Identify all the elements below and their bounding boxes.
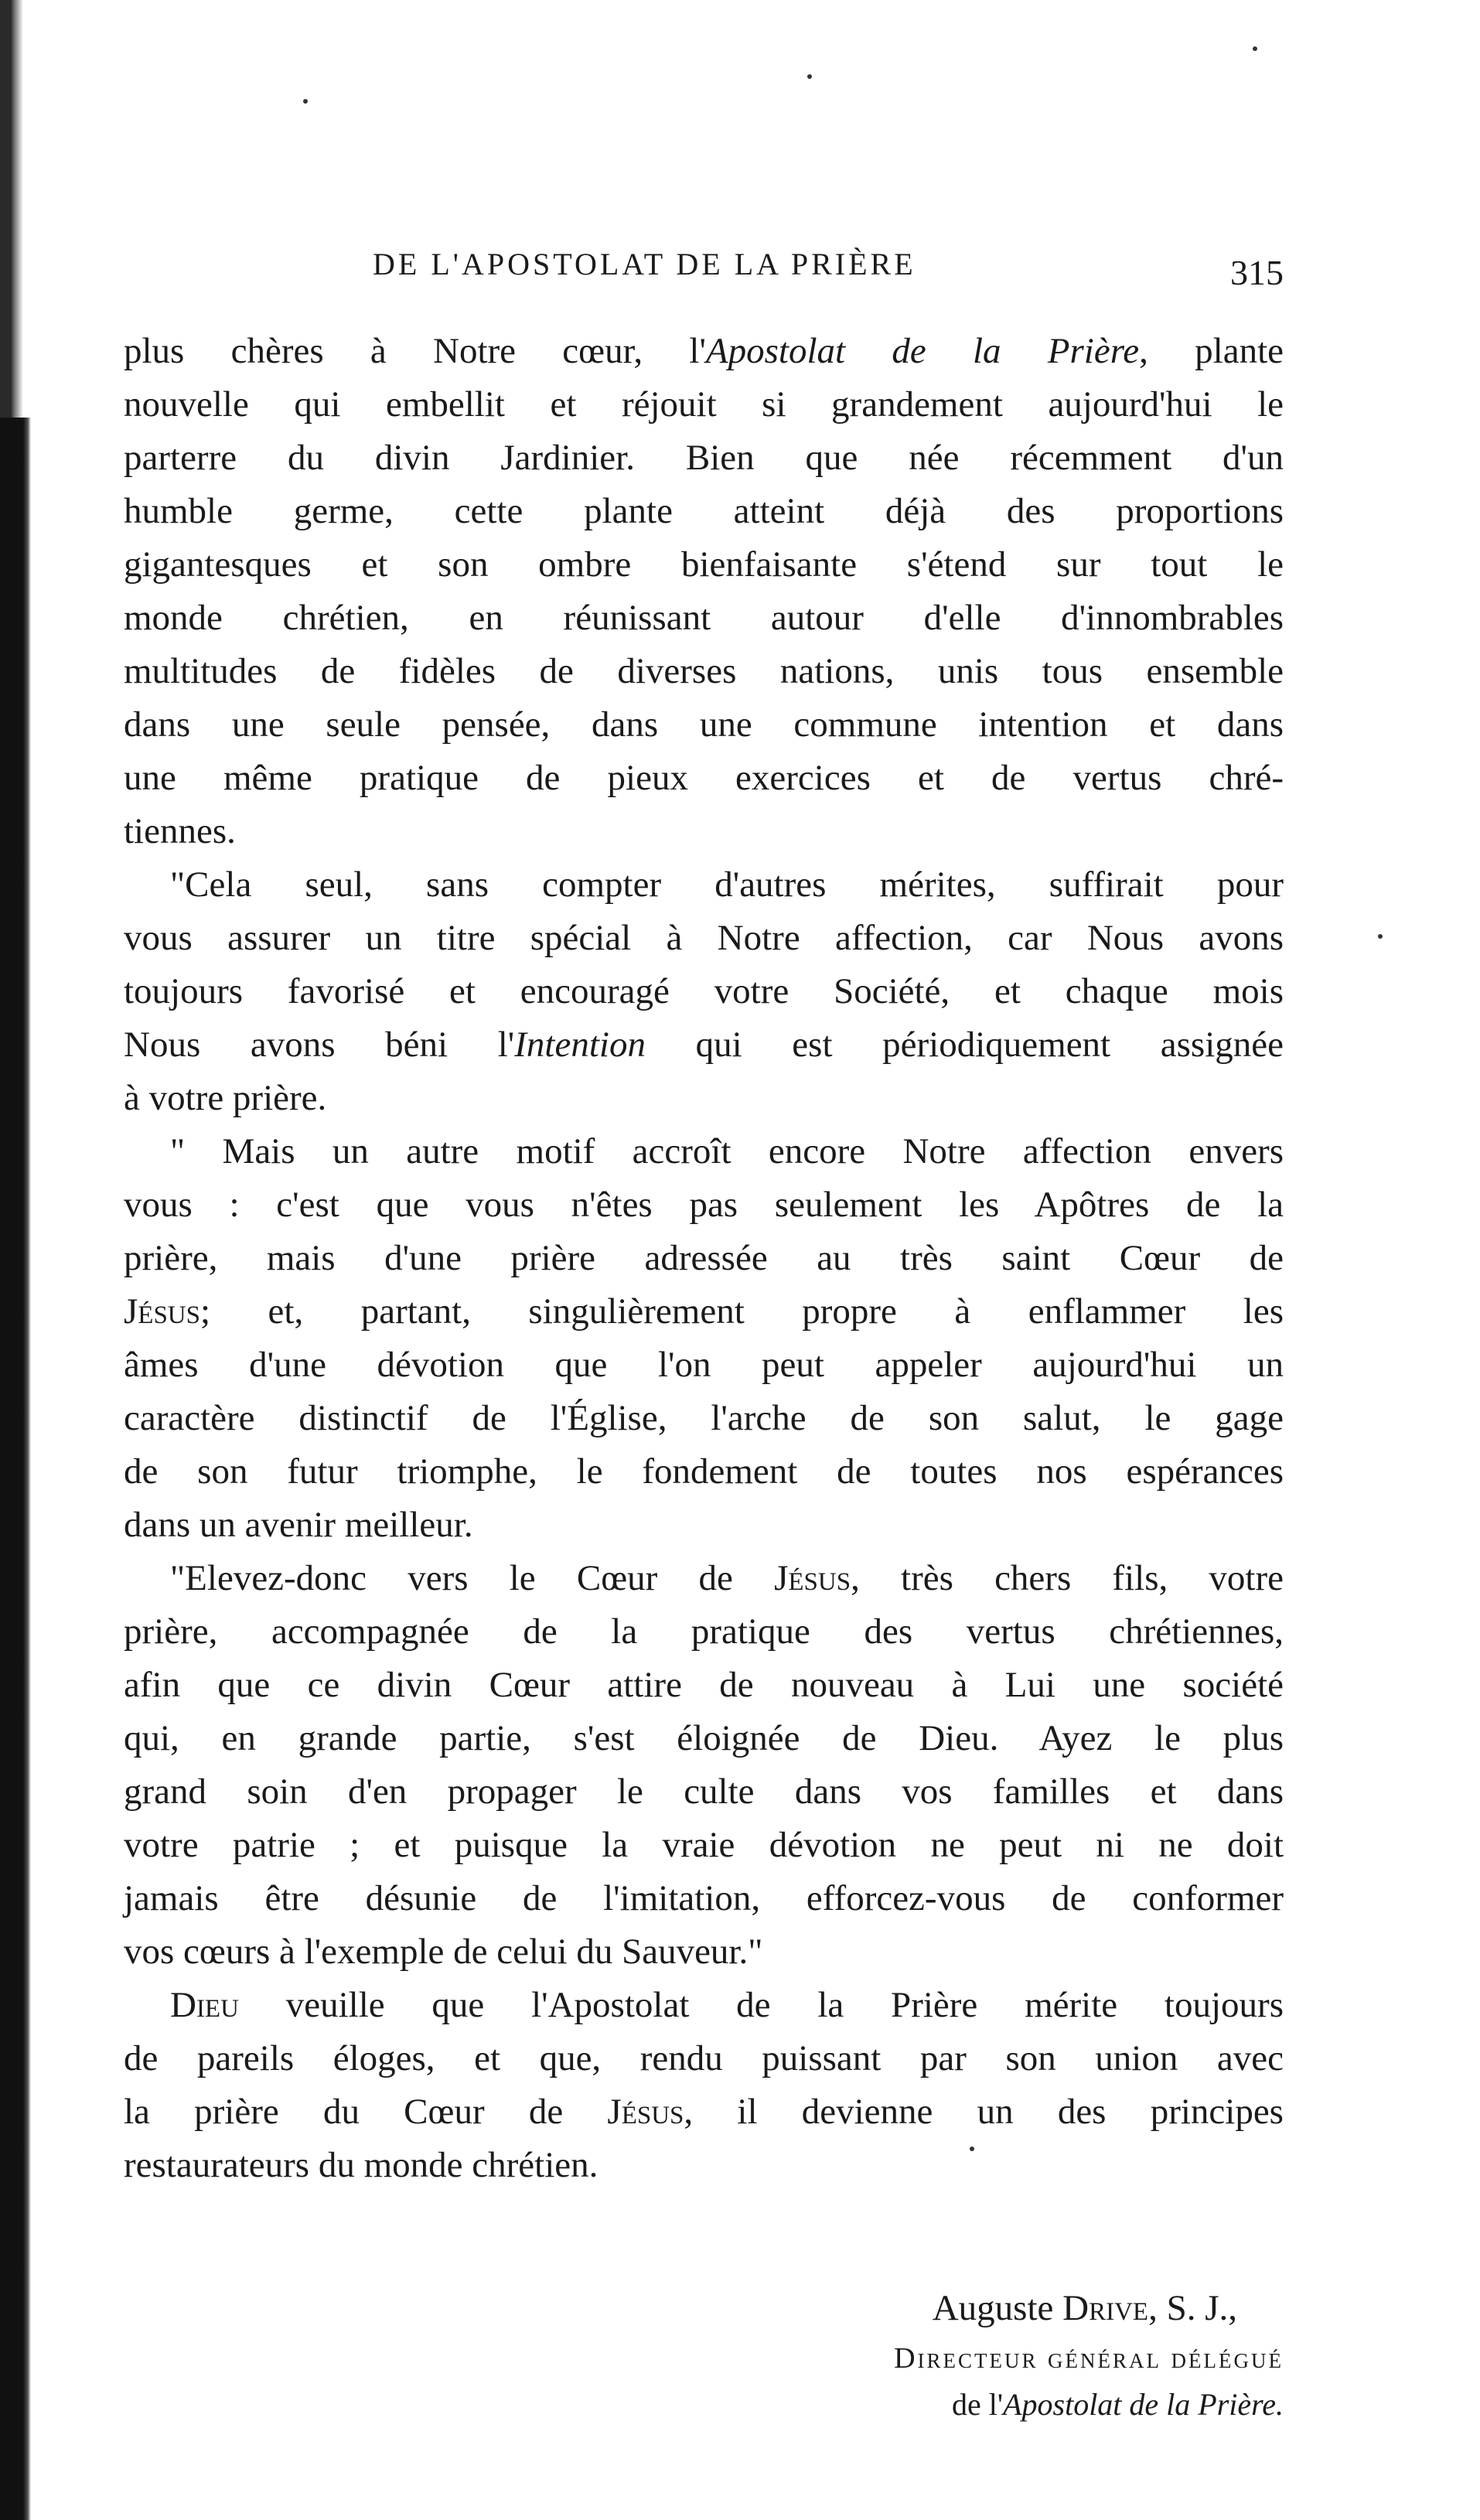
text-line: Nous avons béni l'Intention qui est périodiquement assignée [124,1025,1284,1065]
text-line: jamais être désunie de l'imitation, efforcez-vous de conformer [124,1878,1284,1918]
text-line: gigantesques et son ombre bienfaisante s'étend sur tout le [124,544,1284,585]
text-line: de pareils éloges, et que, rendu puissant par son union avec [124,2038,1284,2078]
small-caps-name: Jésus [124,1291,200,1332]
text-line: toujours favorisé et encouragé votre Société, et chaque mois [124,971,1284,1011]
text-line: "Cela seul, sans compter d'autres mérites, suffirait pour [170,864,1284,905]
running-head: DE L'APOSTOLAT DE LA PRIÈRE [373,247,916,281]
text-line: dans une seule pensée, dans une commune intention et dans [124,704,1284,745]
text-line: tiennes. [124,811,236,851]
text-line: caractère distinctif de l'Église, l'arche de son salut, le gage [124,1398,1284,1438]
text-line: dans un avenir meilleur. [124,1505,473,1545]
text-line: prière, accompagnée de la pratique des vertus chrétiennes, [124,1611,1284,1652]
text-line: monde chrétien, en réunissant autour d'elle d'innombrables [124,598,1284,638]
text-line: de son futur triomphe, le fondement de toutes nos espérances [124,1451,1284,1492]
small-caps-name: Jésus [607,2092,684,2132]
text-line: nouvelle qui embellit et réjouit si grandement aujourd'hui le [124,384,1284,425]
text-line: Dieu veuille que l'Apostolat de la Prière mérite toujours [170,1985,1284,2025]
text-line: " Mais un autre motif accroît encore Notre affection envers [170,1131,1284,1171]
text-line: humble germe, cette plante atteint déjà des proportions [124,491,1284,531]
text-line: prière, mais d'une prière adressée au très saint Cœur de [124,1238,1284,1278]
body-text [124,325,1284,2192]
italic-title: Apostolat de la Prière [705,331,1140,371]
page-binding-shadow [0,418,31,2520]
text-line: âmes d'une dévotion que l'on peut appeler aujourd'hui un [124,1345,1284,1385]
print-speck [303,99,308,104]
text-line: à votre prière. [124,1078,327,1118]
print-speck [1253,46,1257,51]
text-line: une même pratique de pieux exercices et de vertus chré- [124,758,1284,798]
text-line: vous : c'est que vous n'êtes pas seulement les Apôtres de la [124,1185,1284,1225]
text-line: vos cœurs à l'exemple de celui du Sauveur." [124,1932,763,1972]
signature-block [124,2281,1284,2428]
text-line: Jésus; et, partant, singulièrement propre à enflammer les [124,1291,1284,1332]
text-line: vous assurer un titre spécial à Notre affection, car Nous avons [124,918,1284,958]
italic-word: Intention [514,1025,646,1065]
text-line: plus chères à Notre cœur, l'Apostolat de la Prière, plante [124,331,1284,371]
text-line: afin que ce divin Cœur attire de nouveau à Lui une société [124,1665,1284,1705]
page-header [124,246,1284,308]
small-caps-name: Dieu [170,1985,239,2025]
text-line: votre patrie ; et puisque la vraie dévotion ne peut ni ne doit [124,1825,1284,1865]
text-line: "Elevez-donc vers le Cœur de Jésus, très chers fils, votre [170,1558,1284,1598]
print-speck [1378,934,1383,939]
text-line: grand soin d'en propager le culte dans vos familles et dans [124,1772,1284,1812]
text-line: la prière du Cœur de Jésus, il devienne un des principes [124,2092,1284,2132]
small-caps-name: Jésus [774,1558,851,1598]
page-number: 315 [1230,253,1284,292]
print-speck [807,74,812,79]
signature-title: Directeur général délégué [894,2342,1284,2375]
text-line: qui, en grande partie, s'est éloignée de Dieu. Ayez le plus [124,1718,1284,1758]
signature-name: Auguste Drive, S. J., [932,2288,1237,2328]
text-line: multitudes de fidèles de diverses nations, unis tous ensemble [124,651,1284,691]
text-line: restaurateurs du monde chrétien. [124,2145,598,2185]
text-line: parterre du divin Jardinier. Bien que née récemment d'un [124,438,1284,478]
signature-organization: de l'Apostolat de la Prière. [952,2387,1284,2422]
